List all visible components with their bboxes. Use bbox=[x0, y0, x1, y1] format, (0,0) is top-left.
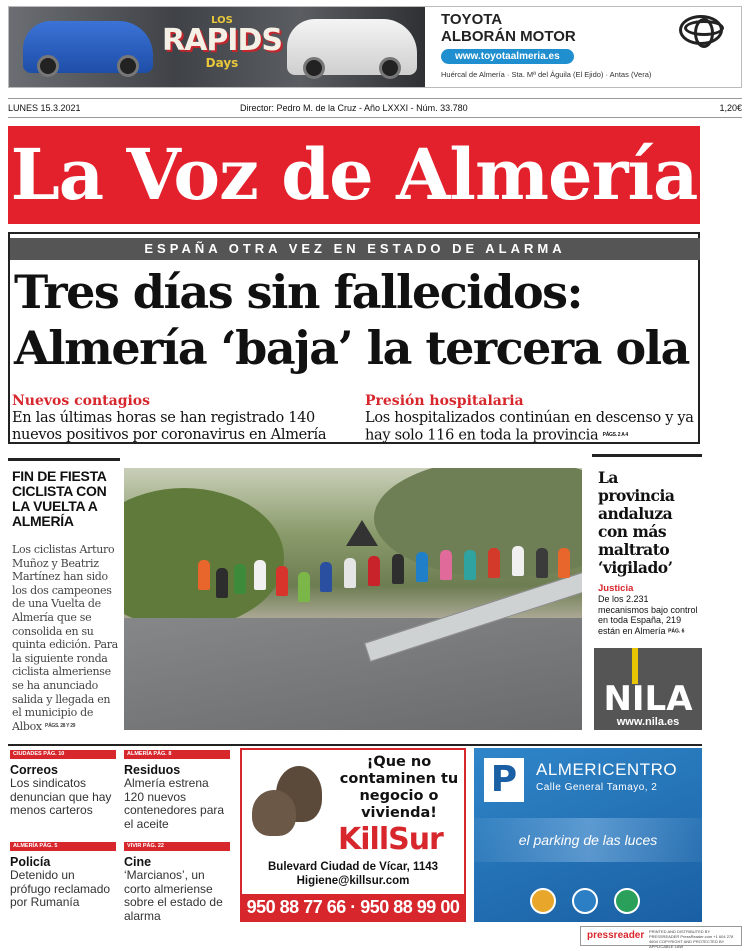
blue-car-image bbox=[23, 21, 153, 73]
almericentro-street: Calle General Tamayo, 2 bbox=[536, 782, 658, 793]
road-sign-icon bbox=[346, 520, 378, 546]
story-text: De los 2.231 mecanismos bajo control en toda España, 219 están en Almería PÁG. 6 bbox=[598, 594, 698, 636]
subhead-label: Nuevos contagios bbox=[12, 393, 151, 409]
story-label: Justicia bbox=[598, 583, 634, 594]
story-title: La provincia andaluza con más maltrato ‘vigilado’ bbox=[598, 468, 675, 577]
brief-title: Cine bbox=[124, 855, 152, 869]
almericentro-advertisement[interactable] bbox=[474, 748, 702, 922]
lead-kicker: ESPAÑA OTRA VEZ EN ESTADO DE ALARMA bbox=[10, 238, 700, 260]
nila-advertisement[interactable] bbox=[594, 648, 702, 730]
brief-text: Detenido un prófugo reclamado por Rumanía bbox=[10, 868, 111, 909]
parking-p-icon: P bbox=[484, 758, 524, 802]
page-reference: PÁGS. 28 Y 29 bbox=[45, 722, 76, 729]
dealer-url-link[interactable]: www.toyotaalmeria.es bbox=[441, 49, 574, 64]
brief-text: Almería estrena 120 nuevos contenedores para el aceite bbox=[124, 776, 225, 831]
brief-text: Los sindicatos denuncian que hay menos carteros bbox=[10, 776, 112, 817]
issue-price: 1,20€ bbox=[719, 103, 742, 113]
killsur-slogan: ¡Que no contaminen tu negocio o vivienda! bbox=[339, 754, 459, 821]
brand-line-2: ALBORÁN MOTOR bbox=[441, 28, 576, 45]
killsur-contact bbox=[242, 860, 464, 888]
brief-title: Residuos bbox=[124, 763, 181, 777]
cycling-title: FIN DE FIESTA CICLISTA CON LA VUELTA A ALMERÍA bbox=[12, 468, 107, 529]
cycling-body: Los ciclistas Arturo Muñoz y Beatriz Martínez han sido los dos campeones de una Vuelta de Almería que se consolida en su quinta edición. Para la siguiente ronda ciclista almeriense se ha anunciado salida y llegada en el municipio de Albox PÁGS. 28 Y 29 bbox=[12, 543, 118, 733]
headline-line-1: Tres días sin fallecidos: bbox=[14, 265, 583, 319]
brief-correos[interactable] bbox=[10, 750, 116, 818]
white-car-image bbox=[287, 19, 417, 75]
issue-date: LUNES 15.3.2021 bbox=[8, 103, 81, 113]
brief-tag: VIVIR PÁG. 22 bbox=[124, 842, 230, 851]
brief-residuos[interactable] bbox=[124, 750, 230, 831]
brief-tag: ALMERÍA PÁG. 8 bbox=[124, 750, 230, 759]
almericentro-name: ALMERICENTRO bbox=[536, 760, 678, 779]
lead-headline[interactable] bbox=[14, 264, 704, 376]
nila-brand: NILA bbox=[603, 679, 693, 719]
pressreader-logo: pressreader bbox=[587, 930, 645, 941]
almericentro-slogan: el parking de las luces bbox=[474, 818, 702, 862]
killsur-address: Bulevard Ciudad de Vícar, 1143 bbox=[267, 861, 439, 873]
rats-icon bbox=[250, 762, 330, 836]
subhead-label: Presión hospitalaria bbox=[365, 393, 524, 409]
page-reference: PÁGS. 2 A 4 bbox=[602, 432, 628, 438]
promo-days: Days bbox=[205, 56, 239, 70]
dateline-bar bbox=[8, 98, 742, 118]
masthead-title[interactable]: La Voz de Almería bbox=[8, 126, 700, 224]
pressreader-fineprint: PRINTED AND DISTRIBUTED BY PRESSREADER PressReader.com +1 604 278 4604 COPYRIGHT AND PROTECTED BY APPLICABLE LAW bbox=[649, 929, 734, 949]
top-advertisement[interactable] bbox=[8, 6, 742, 88]
bulb-icon bbox=[530, 888, 556, 914]
abuse-monitoring-story[interactable] bbox=[592, 454, 702, 640]
briefs-divider bbox=[8, 744, 702, 746]
headline-line-2: Almería ‘baja’ la tercera ola bbox=[14, 321, 689, 375]
subhead-text: Los hospitalizados continúan en descenso y ya hay solo 116 en toda la provincia PÁGS. 2 A 4 bbox=[365, 410, 694, 444]
brief-tag: CIUDADES PÁG. 10 bbox=[10, 750, 116, 759]
pressreader-badge[interactable] bbox=[580, 926, 742, 949]
charging-icon bbox=[614, 888, 640, 914]
road-surface bbox=[124, 618, 582, 730]
page-reference: PÁG. 6 bbox=[668, 627, 685, 634]
brief-policia[interactable] bbox=[10, 842, 116, 910]
brand-line-1: TOYOTA bbox=[441, 11, 503, 28]
brief-title: Policía bbox=[10, 855, 51, 869]
promo-title: RAPIDS bbox=[162, 23, 282, 58]
car-icon bbox=[572, 888, 598, 914]
promo-small-text: LOS bbox=[211, 15, 233, 26]
subhead-text: En las últimas horas se han registrado 140 nuevos positivos por coronavirus en Almería bbox=[12, 410, 327, 443]
toyota-logo-icon bbox=[679, 15, 723, 45]
subhead-hospital-pressure[interactable] bbox=[365, 393, 700, 445]
toyota-dealer-info bbox=[441, 11, 741, 87]
ad-car-photo bbox=[9, 7, 425, 87]
killsur-phones[interactable]: 950 88 77 66 · 950 88 99 00 bbox=[242, 894, 464, 920]
nila-url[interactable]: www.nila.es bbox=[616, 716, 680, 728]
director-info: Director: Pedro M. de la Cruz - Año LXXXI - Núm. 33.780 bbox=[240, 103, 468, 113]
brief-text: ‘Marcianos’, un corto almeriense sobre el estado de alarma bbox=[124, 868, 223, 923]
killsur-logo: KillSur bbox=[338, 822, 443, 857]
subhead-new-cases[interactable] bbox=[12, 393, 342, 444]
cycling-peloton-photo[interactable] bbox=[124, 468, 582, 730]
cycling-story[interactable] bbox=[8, 458, 120, 732]
killsur-email[interactable]: Higiene@killsur.com bbox=[296, 875, 410, 887]
brief-tag: ALMERÍA PÁG. 5 bbox=[10, 842, 116, 851]
dealer-addresses: Huércal de Almería · Sta. Mª del Águila (El Ejido) · Antas (Vera) bbox=[441, 70, 652, 79]
brief-cine[interactable] bbox=[124, 842, 230, 923]
killsur-advertisement[interactable] bbox=[240, 748, 466, 922]
brief-title: Correos bbox=[10, 763, 58, 777]
rapids-days-promo bbox=[157, 13, 287, 83]
